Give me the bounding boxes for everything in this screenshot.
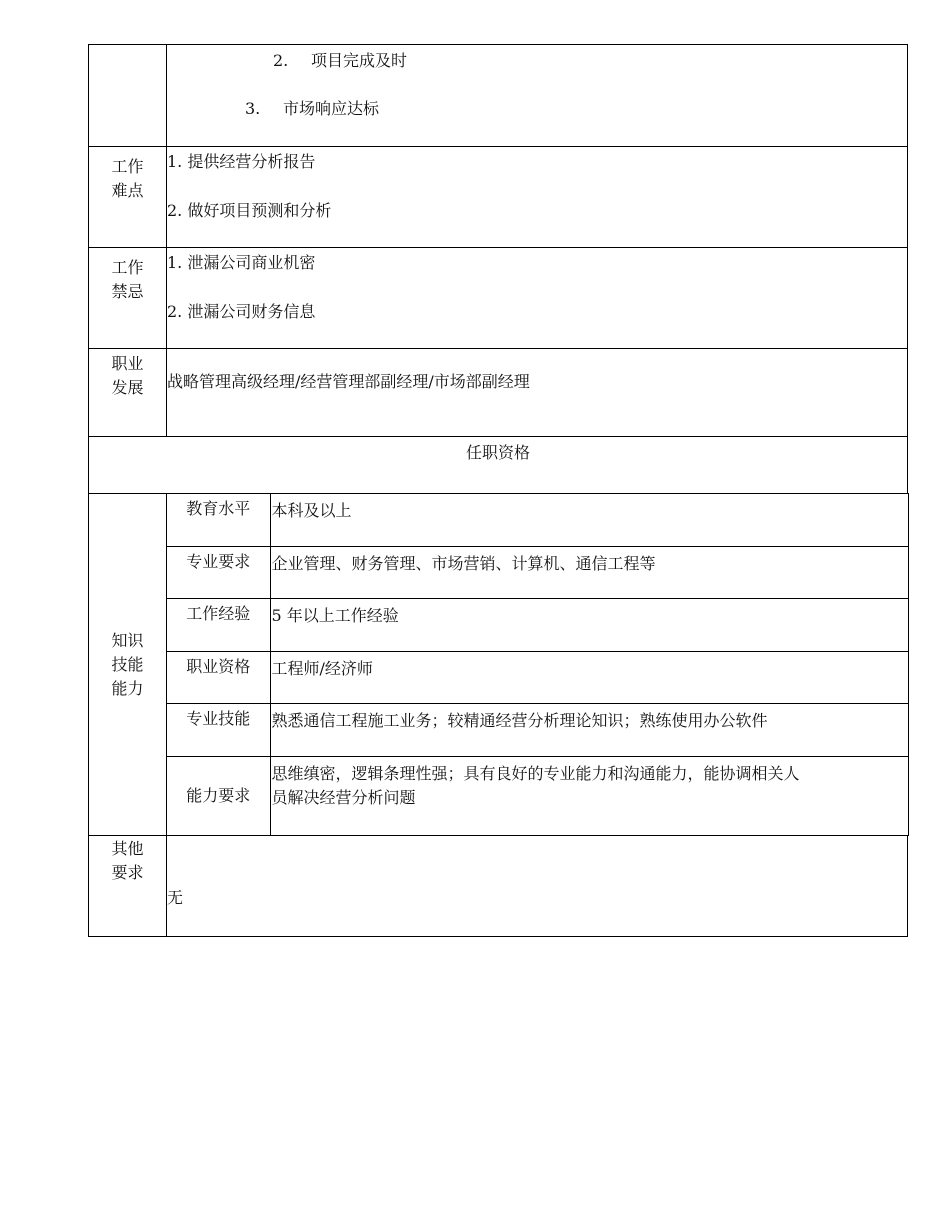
difficulty-item-2: 2. 做好项目预测和分析 [167, 201, 332, 220]
taboo-label-line1: 工作 [111, 258, 144, 277]
difficulty-content [167, 147, 908, 248]
education-label: 教育水平 [167, 494, 270, 547]
targets-row [89, 45, 908, 147]
knowledge-label-line2: 技能 [111, 654, 144, 674]
job-description-table [88, 44, 908, 937]
experience-row [167, 599, 908, 652]
target-item-2 [167, 45, 907, 73]
difficulty-label [89, 147, 167, 248]
career-label [89, 349, 167, 437]
experience-value: 5 年以上工作经验 [270, 599, 908, 652]
difficulty-label-line1: 工作 [111, 157, 144, 176]
career-label-line1: 职业 [111, 354, 144, 373]
taboo-row [89, 248, 908, 349]
ability-label: 能力要求 [167, 757, 270, 836]
other-label-line2: 要求 [111, 863, 144, 882]
knowledge-label-line1: 知识 [111, 630, 144, 650]
target-item-2-number: 2. [273, 51, 289, 70]
knowledge-detail-table [167, 493, 909, 836]
ability-value-line2: 员解决经营分析问题 [271, 788, 416, 807]
target-item-3-text: 市场响应达标 [283, 99, 380, 118]
taboo-item-1: 1. 泄漏公司商业机密 [167, 253, 316, 272]
skills-value: 熟悉通信工程施工业务；较精通经营分析理论知识；熟练使用办公软件 [270, 704, 908, 757]
major-value: 企业管理、财务管理、市场营销、计算机、通信工程等 [270, 547, 908, 599]
certification-value: 工程师/经济师 [270, 652, 908, 704]
certification-row [167, 652, 908, 704]
certification-label: 职业资格 [167, 652, 270, 704]
career-row [89, 349, 908, 437]
taboo-label [89, 248, 167, 349]
ability-row [167, 757, 908, 836]
ability-value [270, 757, 908, 836]
difficulty-row [89, 147, 908, 248]
targets-content [167, 45, 908, 147]
targets-label-cell [89, 45, 167, 147]
other-label [89, 836, 167, 937]
target-item-3-number: 3. [245, 99, 261, 118]
ability-value-line1: 思维缜密，逻辑条理性强；具有良好的专业能力和沟通能力，能协调相关人 [271, 764, 800, 783]
career-content [167, 349, 908, 437]
target-item-3 [167, 97, 907, 121]
other-row [89, 836, 908, 937]
taboo-label-line2: 禁忌 [111, 282, 144, 301]
other-label-line1: 其他 [111, 839, 144, 858]
knowledge-row [89, 494, 908, 836]
target-item-2-text: 项目完成及时 [311, 51, 408, 70]
career-value: 战略管理高级经理/经营管理部副经理/市场部副经理 [167, 372, 530, 391]
knowledge-label-line3: 能力 [111, 678, 144, 698]
other-value: 无 [167, 888, 184, 907]
taboo-content [167, 248, 908, 349]
major-row [167, 547, 908, 599]
education-value: 本科及以上 [270, 494, 908, 547]
knowledge-label [89, 494, 167, 836]
difficulty-label-line2: 难点 [111, 181, 144, 200]
qualification-title: 任职资格 [89, 437, 908, 494]
skills-row [167, 704, 908, 757]
taboo-item-2: 2. 泄漏公司财务信息 [167, 302, 316, 321]
skills-label: 专业技能 [167, 704, 270, 757]
other-content [167, 836, 908, 937]
major-label: 专业要求 [167, 547, 270, 599]
experience-label: 工作经验 [167, 599, 270, 652]
knowledge-detail-cell [167, 494, 908, 836]
education-row [167, 494, 908, 547]
career-label-line2: 发展 [111, 378, 144, 397]
difficulty-item-1: 1. 提供经营分析报告 [167, 152, 316, 171]
qualification-title-row [89, 437, 908, 494]
